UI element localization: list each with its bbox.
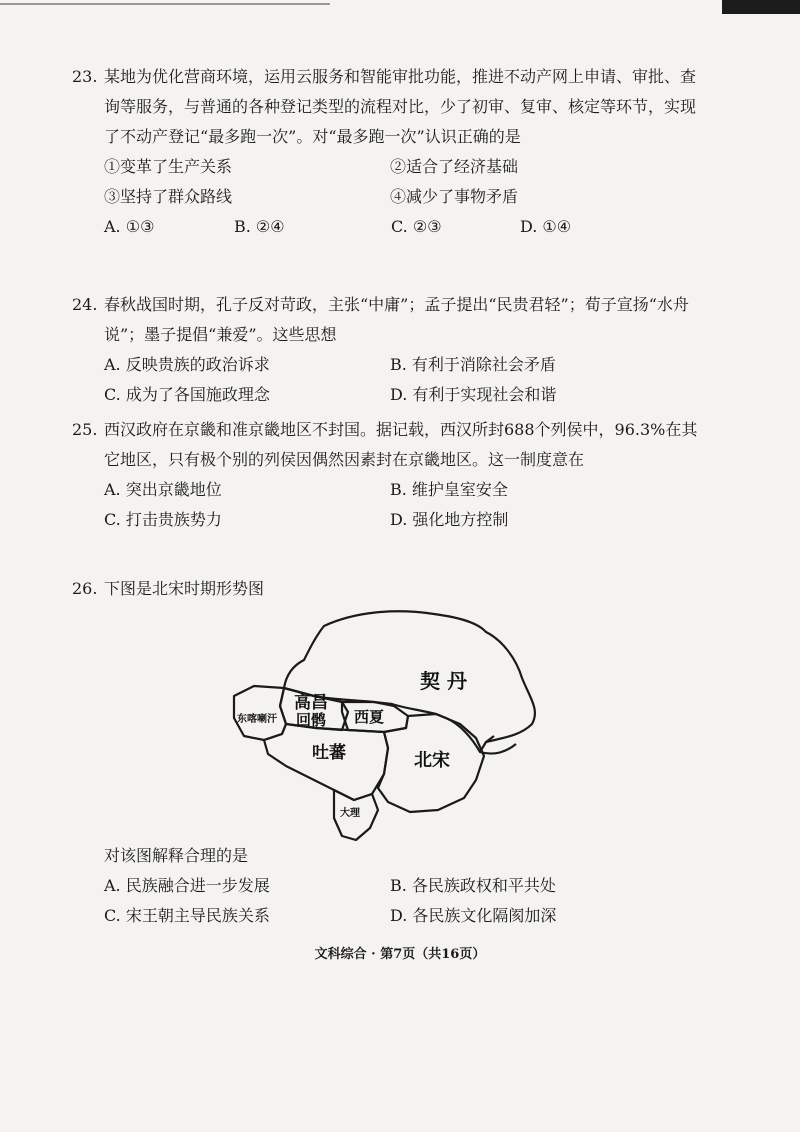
dongkala-label: 东喀喇汗 [237, 714, 277, 725]
option-c: C. 成为了各国施政理念 [104, 385, 270, 404]
option-row [104, 380, 704, 410]
statement-1: ①变革了生产关系 [104, 157, 233, 176]
option-row [104, 350, 704, 380]
option-a: A. 突出京畿地位 [104, 480, 222, 499]
option-row [104, 475, 704, 505]
option-row [104, 505, 704, 535]
page-footer: 文科综合 · 第7页（共16页） [314, 947, 486, 962]
question-prompt: 对该图解释合理的是 [104, 846, 249, 865]
statement-row [104, 182, 704, 212]
dongkala-border [234, 686, 286, 740]
option-b: B. ②④ [234, 217, 285, 236]
option-b: B. 各民族政权和平共处 [390, 876, 556, 895]
option-d: D. 有利于实现社会和谐 [390, 385, 557, 404]
scan-edge-line [0, 3, 330, 5]
gaochang-label-1: 高昌 [294, 693, 328, 713]
question-number: 24. [72, 295, 98, 314]
question-number: 25. [72, 420, 98, 439]
statement-row [104, 152, 704, 182]
option-b: B. 有利于消除社会矛盾 [390, 355, 556, 374]
question-stem: 某地为优化营商环境，运用云服务和智能审批功能，推进不动产网上申请、审批、查询等服务，与普通的各种登记类型的流程对比，少了初审、复审、核定等环节，实现了不动产登记“最多跑一次”。对“最多跑一次”认识正确的是 [104, 67, 697, 146]
option-b: B. 维护皇室安全 [390, 480, 508, 499]
option-c: C. 宋王朝主导民族关系 [104, 906, 270, 925]
option-c: C. 打击贵族势力 [104, 510, 222, 529]
xixia-label: 西夏 [354, 708, 385, 726]
question-26 [72, 574, 704, 604]
northern-song-map [224, 606, 554, 844]
question-number: 26. [72, 579, 98, 598]
question-stem: 西汉政府在京畿和准京畿地区不封国。据记载，西汉所封688个列侯中，96.3%在其它地区，只有极个别的列侯因偶然因素封在京畿地区。这一制度意在 [104, 420, 698, 469]
question-24 [72, 290, 704, 410]
khitan-border [284, 611, 535, 752]
beisong-label: 北宋 [414, 750, 450, 771]
statement-3: ③坚持了群众路线 [104, 187, 233, 206]
gaochang-label-2: 回鹘 [296, 711, 327, 729]
option-row [104, 871, 704, 901]
question-25 [72, 415, 704, 535]
scan-corner-mark [722, 0, 800, 14]
question-number: 23. [72, 67, 98, 86]
question-stem: 春秋战国时期，孔子反对苛政，主张“中庸”；孟子提出“民贵君轻”；荀子宣扬“水舟说”；墨子提倡“兼爱”。这些思想 [104, 295, 689, 344]
statement-4: ④减少了事物矛盾 [390, 187, 519, 206]
option-a: A. ①③ [104, 217, 155, 236]
option-a: A. 民族融合进一步发展 [104, 876, 270, 895]
option-c: C. ②③ [391, 217, 442, 236]
question-26-options [104, 841, 704, 931]
option-row [104, 901, 704, 931]
option-row [104, 212, 704, 242]
question-23 [72, 62, 704, 242]
option-d: D. 各民族文化隔阂加深 [390, 906, 557, 925]
option-d: D. ①④ [520, 217, 572, 236]
question-stem: 下图是北宋时期形势图 [104, 579, 265, 598]
khitan-label: 契 丹 [420, 669, 467, 693]
statement-2: ②适合了经济基础 [390, 157, 519, 176]
dali-label: 大理 [340, 808, 360, 819]
option-d: D. 强化地方控制 [390, 510, 509, 529]
tubo-label: 吐蕃 [312, 743, 346, 763]
option-a: A. 反映贵族的政治诉求 [104, 355, 270, 374]
